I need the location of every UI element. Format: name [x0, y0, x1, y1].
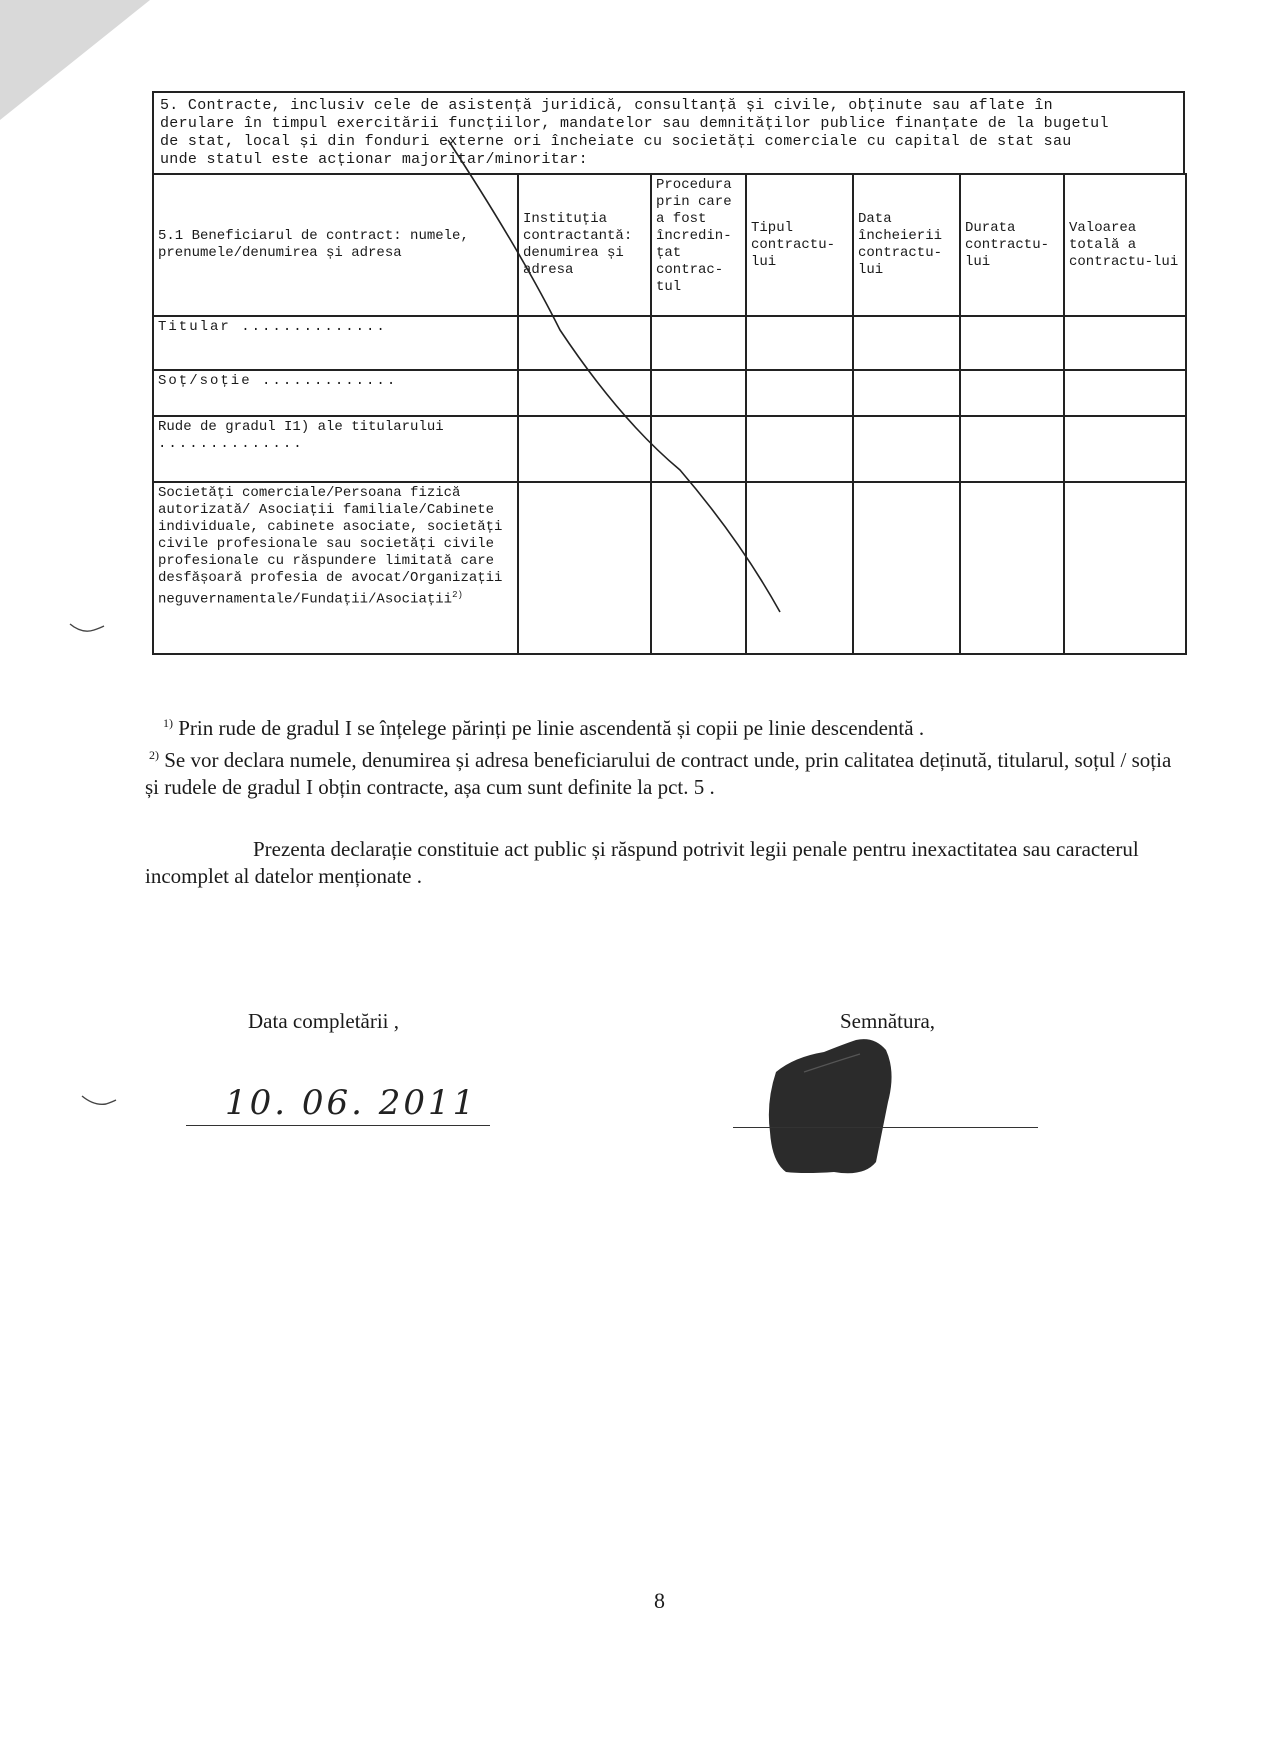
date-value: 10. 06. 2011 — [225, 1083, 478, 1123]
table-cell — [853, 416, 960, 482]
contracts-table — [152, 173, 1187, 655]
table-cell — [960, 370, 1064, 416]
table-cell — [518, 316, 651, 370]
table-cell — [651, 416, 746, 482]
table-cell — [746, 316, 853, 370]
contracts-section — [152, 91, 1185, 655]
row-rude-label: Rude de gradul I1) ale titularului .............. — [153, 416, 518, 482]
margin-tick-mark-icon — [68, 620, 108, 640]
table-cell — [518, 370, 651, 416]
table-row — [153, 416, 1186, 482]
col-valoarea: Valoarea totală a contractu-lui — [1064, 174, 1186, 316]
table-cell — [746, 370, 853, 416]
table-cell — [746, 482, 853, 654]
table-cell — [960, 316, 1064, 370]
table-header-row — [153, 174, 1186, 316]
col-procedura: Procedura prin care a fost încredin-țat contrac-tul — [651, 174, 746, 316]
table-cell — [960, 482, 1064, 654]
col-tipul: Tipul contractu-lui — [746, 174, 853, 316]
table-cell — [960, 416, 1064, 482]
table-cell — [853, 482, 960, 654]
table-cell — [1064, 370, 1186, 416]
table-cell — [1064, 482, 1186, 654]
row-titular-label: Titular .............. — [153, 316, 518, 370]
table-cell — [518, 416, 651, 482]
footnotes — [145, 710, 1185, 801]
footnote-2: $^{2)}$ Se vor declara numele, denumirea și adresa beneficiarului de contract unde, prin calitatea deținută, titularul, soțul / soția și rudele de gradul I obțin contracte, așa cum sunt definite la pct. 5 . — [145, 748, 1172, 799]
declaration-text: Prezenta declarație constituie act public și răspund potrivit legii penale pentru inexactitatea sau caracterul incomplet al datelor menționate . — [145, 837, 1139, 888]
table-cell — [746, 416, 853, 482]
table-cell — [853, 316, 960, 370]
scan-corner-fold — [0, 0, 150, 120]
table-row — [153, 316, 1186, 370]
signature-line — [733, 1127, 1038, 1128]
signature-label: Semnătura, — [840, 1009, 936, 1033]
row-societati-label: Societăți comerciale/Persoana fizică autorizată/ Asociații familiale/Cabinete individuale, cabinete asociate, societăți civile profesionale sau societăți civile profesionale cu răspundere limitată care desfășoară profesia de avocat/Organizații neguvernamentale/Fundații/Asociații$^{2)}$ — [153, 482, 518, 654]
signature-redaction-blot — [764, 1032, 904, 1182]
margin-tick-mark-icon — [80, 1092, 120, 1112]
table-cell — [518, 482, 651, 654]
col-data: Data încheierii contractu-lui — [853, 174, 960, 316]
table-cell — [651, 482, 746, 654]
table-cell — [651, 316, 746, 370]
table-cell — [1064, 316, 1186, 370]
page-number: 8 — [654, 1588, 665, 1613]
table-row — [153, 370, 1186, 416]
section-5-header: 5. Contracte, inclusiv cele de asistență juridică, consultanță și civile, obținute sau aflate în derulare în timpul exercitării funcțiilor, mandatelor sau demnităților publice finanțate de la bugetul de stat, local și din fonduri externe ori încheiate cu societăți comerciale cu capital de stat sau unde statul este acționar majoritar/minoritar: — [152, 91, 1185, 173]
footnote-1: $^{1)}$ Prin rude de gradul I se înțelege părinți pe linie ascendentă și copii pe linie descendentă . — [163, 716, 925, 740]
row-sot-label: Soț/soție ............. — [153, 370, 518, 416]
date-line — [186, 1125, 490, 1126]
table-cell — [853, 370, 960, 416]
table-cell — [1064, 416, 1186, 482]
col-durata: Durata contractu-lui — [960, 174, 1064, 316]
col-beneficiar: 5.1 Beneficiarul de contract: numele, prenumele/denumirea și adresa — [153, 174, 518, 316]
table-cell — [651, 370, 746, 416]
col-institutia: Instituția contractantă: denumirea și adresa — [518, 174, 651, 316]
date-label: Data completării , — [248, 1009, 400, 1033]
table-row — [153, 482, 1186, 654]
